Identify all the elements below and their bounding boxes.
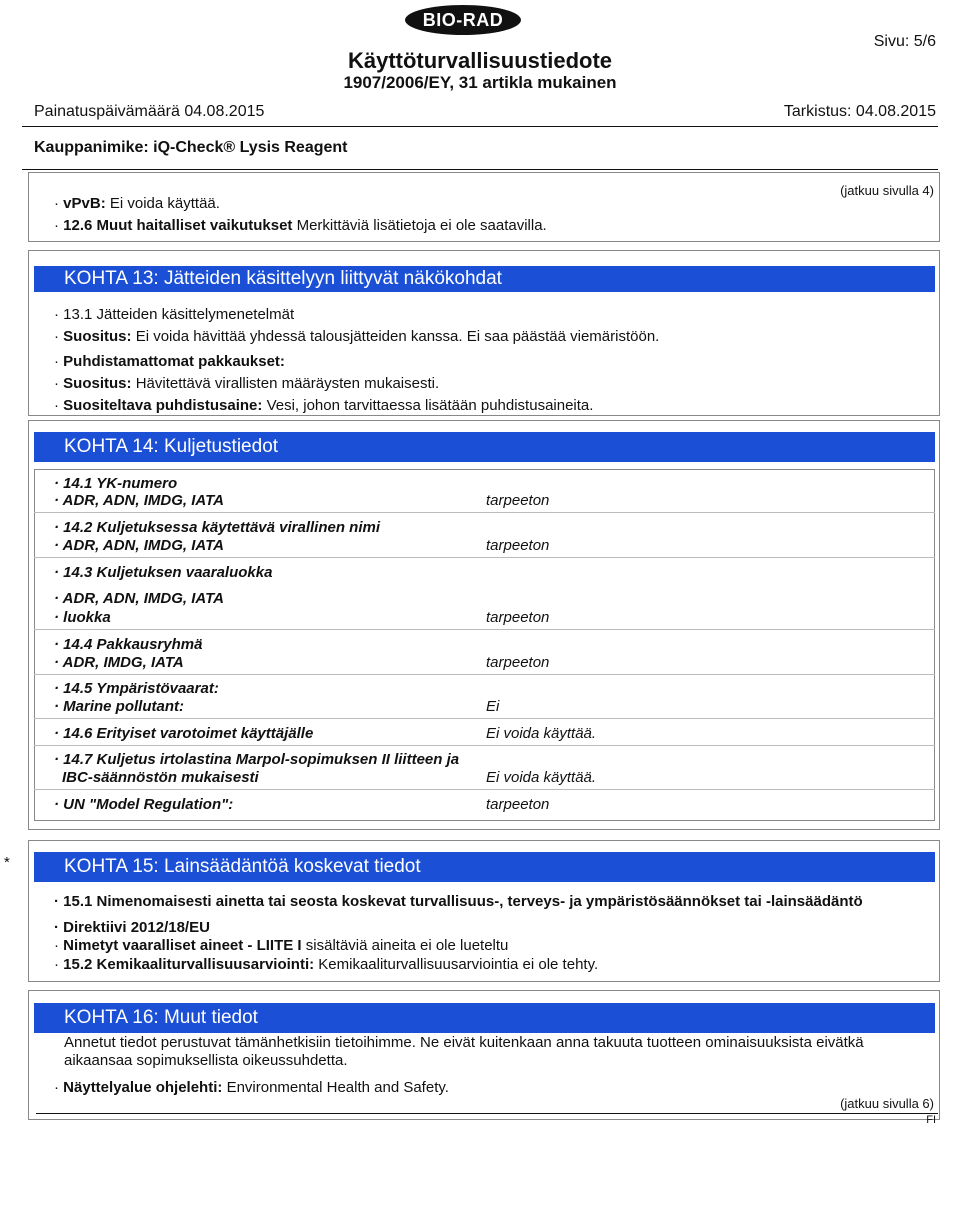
s14-divider <box>34 674 935 675</box>
s14-row-3: · 14.2 Kuljetuksessa käytettävä virallinen nimi <box>54 519 380 536</box>
footer-rule <box>36 1113 938 1114</box>
s16-paragraph-line-2: aikaansaa sopimuksellista oikeussuhdetta. <box>64 1052 348 1069</box>
s15-line-4: · 15.2 Kemikaaliturvallisuusarviointi: Kemikaaliturvallisuusarviointia ei ole tehty. <box>54 956 599 973</box>
s14-divider <box>34 789 935 790</box>
s14-row-15-value: tarpeeton <box>486 796 550 813</box>
s14-divider <box>34 718 935 719</box>
s14-row-12-value: Ei voida käyttää. <box>486 725 597 742</box>
s14-row-14-label: IBC-säännöstön mukaisesti <box>62 769 259 786</box>
s16-line-3: · Näyttelyalue ohjelehti: Environmental Health and Safety. <box>54 1079 449 1096</box>
s14-row-4-label: · ADR, ADN, IMDG, IATA <box>54 537 224 554</box>
s13-line-3: · Puhdistamattomat pakkaukset: <box>54 353 285 370</box>
s13-line-5: · Suositeltava puhdistusaine: Vesi, johon tarvittaessa lisätään puhdistusaineita. <box>54 397 594 414</box>
continued-from: (jatkuu sivulla 4) <box>840 183 934 198</box>
document-title: Käyttöturvallisuustiedote <box>347 48 613 73</box>
s14-row-11-value: Ei <box>486 698 500 715</box>
s14-row-9-value: tarpeeton <box>486 654 550 671</box>
s14-row-2-label: · ADR, ADN, IMDG, IATA <box>54 492 224 509</box>
s14-row-14-value: Ei voida käyttää. <box>486 769 597 786</box>
s15-line-1: · 15.1 Nimenomaisesti ainetta tai seosta koskevat turvallisuus-, terveys- ja ympäristösäännökset tai -lainsäädäntö <box>54 893 863 910</box>
s14-row-11-label: · Marine pollutant: <box>54 698 184 715</box>
s14-divider <box>34 745 935 746</box>
s14-row-8: · 14.4 Pakkausryhmä <box>54 636 203 653</box>
s14-divider <box>34 557 935 558</box>
s14-row-6: · ADR, ADN, IMDG, IATA <box>54 590 224 607</box>
s14-row-9-label: · ADR, IMDG, IATA <box>54 654 184 671</box>
header-rule <box>22 126 938 127</box>
bio-rad-logo: BIO-RAD <box>405 5 521 35</box>
s14-row-1: · 14.1 YK-numero <box>54 475 178 492</box>
s14-row-2-value: tarpeeton <box>486 492 550 509</box>
section-12-6-line: · 12.6 Muut haitalliset vaikutukset Merkittäviä lisätietoja ei ole saatavilla. <box>54 217 547 234</box>
vpvb-line: · vPvB: Ei voida käyttää. <box>54 195 220 212</box>
revision-date: Tarkistus: 04.08.2015 <box>783 103 936 120</box>
s14-row-4-value: tarpeeton <box>486 537 550 554</box>
s14-divider <box>34 629 935 630</box>
continued-to: (jatkuu sivulla 6) <box>840 1096 934 1111</box>
section-15-heading: KOHTA 15: Lainsäädäntöä koskevat tiedot <box>34 852 935 882</box>
section-16-heading: KOHTA 16: Muut tiedot <box>34 1003 935 1033</box>
s15-line-3: · Nimetyt vaaralliset aineet - LIITE I sisältäviä aineita ei ole lueteltu <box>54 937 509 954</box>
s14-row-12-label: · 14.6 Erityiset varotoimet käyttäjälle <box>54 725 314 742</box>
product-name: Kauppanimike: iQ-Check® Lysis Reagent <box>34 139 348 156</box>
header-rule-bottom <box>22 169 938 170</box>
s14-row-7-value: tarpeeton <box>486 609 550 626</box>
section-14-heading: KOHTA 14: Kuljetustiedot <box>34 432 935 462</box>
s14-row-10: · 14.5 Ympäristövaarat: <box>54 680 219 697</box>
s14-row-13: · 14.7 Kuljetus irtolastina Marpol-sopimuksen II liitteen ja <box>54 751 460 768</box>
print-date: Painatuspäivämäärä 04.08.2015 <box>34 103 265 120</box>
document-subtitle: 1907/2006/EY, 31 artikla mukainen <box>343 73 617 92</box>
s14-divider <box>34 512 935 513</box>
s14-row-5: · 14.3 Kuljetuksen vaaraluokka <box>54 564 273 581</box>
page-number: Sivu: 5/6 <box>873 33 936 50</box>
revision-marker: * <box>4 854 10 871</box>
s13-line-2: · Suositus: Ei voida hävittää yhdessä talousjätteiden kanssa. Ei saa päästää viemäristöön. <box>54 328 660 345</box>
s14-row-15-label: · UN "Model Regulation": <box>54 796 234 813</box>
s13-line-4: · Suositus: Hävitettävä virallisten määräysten mukaisesti. <box>54 375 440 392</box>
s16-paragraph-line-1: Annetut tiedot perustuvat tämänhetkisiin tietoihimme. Ne eivät kuitenkaan anna takuuta tuotteen ominaisuuksista eivätkä <box>64 1034 864 1051</box>
section-13-heading: KOHTA 13: Jätteiden käsittelyyn liittyvät näkökohdat <box>34 266 935 292</box>
s14-row-7-label: · luokka <box>54 609 111 626</box>
language-code: FI <box>926 1114 936 1126</box>
s13-line-1: · 13.1 Jätteiden käsittelymenetelmät <box>54 306 295 323</box>
s15-line-2: · Direktiivi 2012/18/EU <box>54 919 210 936</box>
